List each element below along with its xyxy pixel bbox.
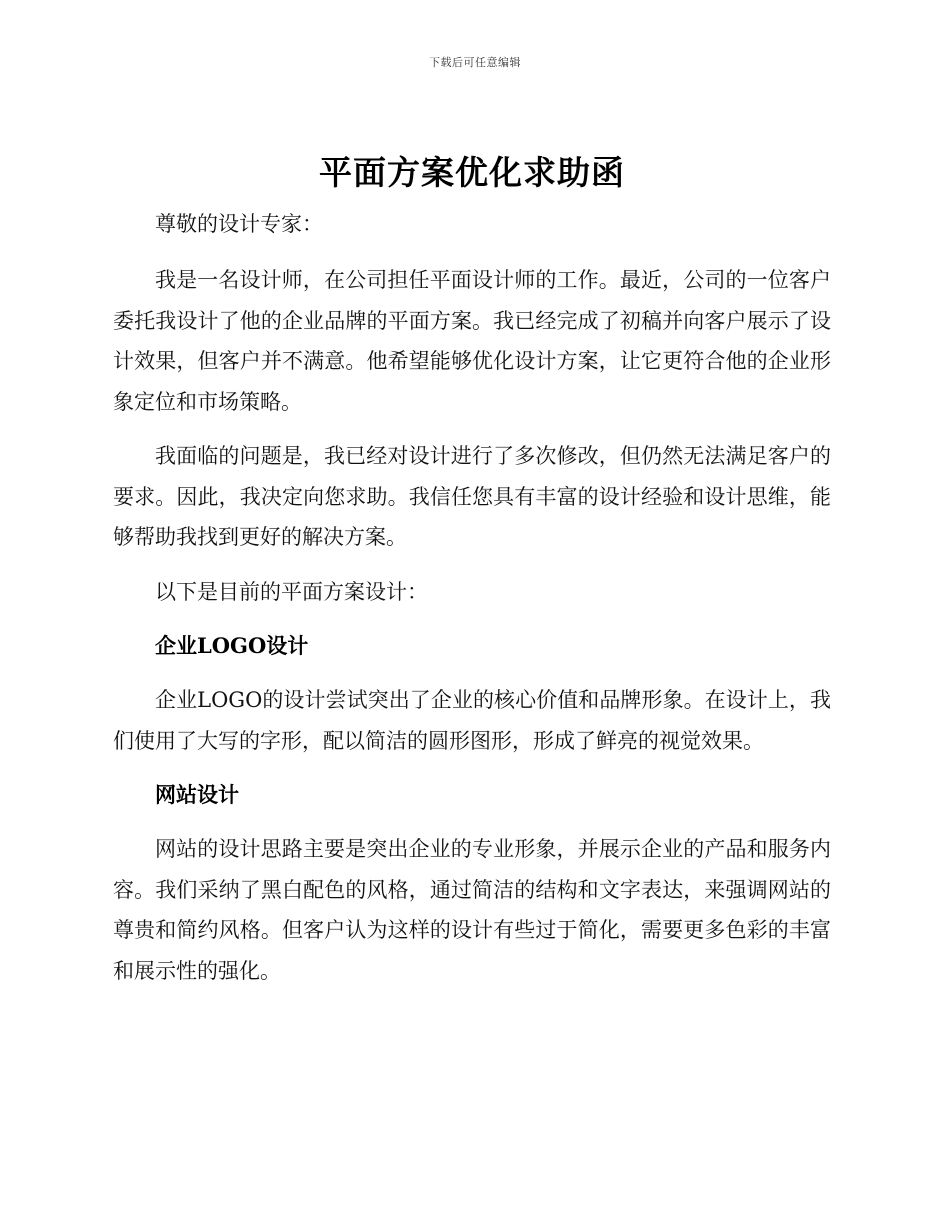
- paragraph-logo-design: 企业LOGO的设计尝试突出了企业的核心价值和品牌形象。在设计上，我们使用了大写的字形，配以简洁的圆形图形，形成了鲜亮的视觉效果。: [113, 688, 831, 753]
- paragraph-intro: 我是一名设计师，在公司担任平面设计师的工作。最近，公司的一位客户委托我设计了他的企业品牌的平面方案。我已经完成了初稿并向客户展示了设计效果，但客户并不满意。他希望能够优化设计方案，让它更符合他的企业形象定位和市场策略。: [113, 268, 831, 414]
- greeting: 尊敬的设计专家：: [155, 212, 323, 236]
- document-body: [113, 148, 831, 991]
- paragraph-website-design: 网站的设计思路主要是突出企业的专业形象，并展示企业的产品和服务内容。我们采纳了黑白配色的风格，通过简洁的结构和文字表达，来强调网站的尊贵和简约风格。但客户认为这样的设计有些过于简化，需要更多色彩的丰富和展示性的强化。: [113, 837, 831, 983]
- heading-website-design: 网站设计: [155, 782, 239, 807]
- header-note: 下载后可任意编辑: [429, 56, 521, 69]
- paragraph-problem: 我面临的问题是，我已经对设计进行了多次修改，但仍然无法满足客户的要求。因此，我决定向您求助。我信任您具有丰富的设计经验和设计思维，能够帮助我找到更好的解决方案。: [113, 444, 831, 549]
- paragraph-current-design: 以下是目前的平面方案设计：: [155, 579, 428, 604]
- heading-logo-design: 企业LOGO设计: [155, 633, 309, 658]
- document-title: 平面方案优化求助函: [319, 153, 625, 192]
